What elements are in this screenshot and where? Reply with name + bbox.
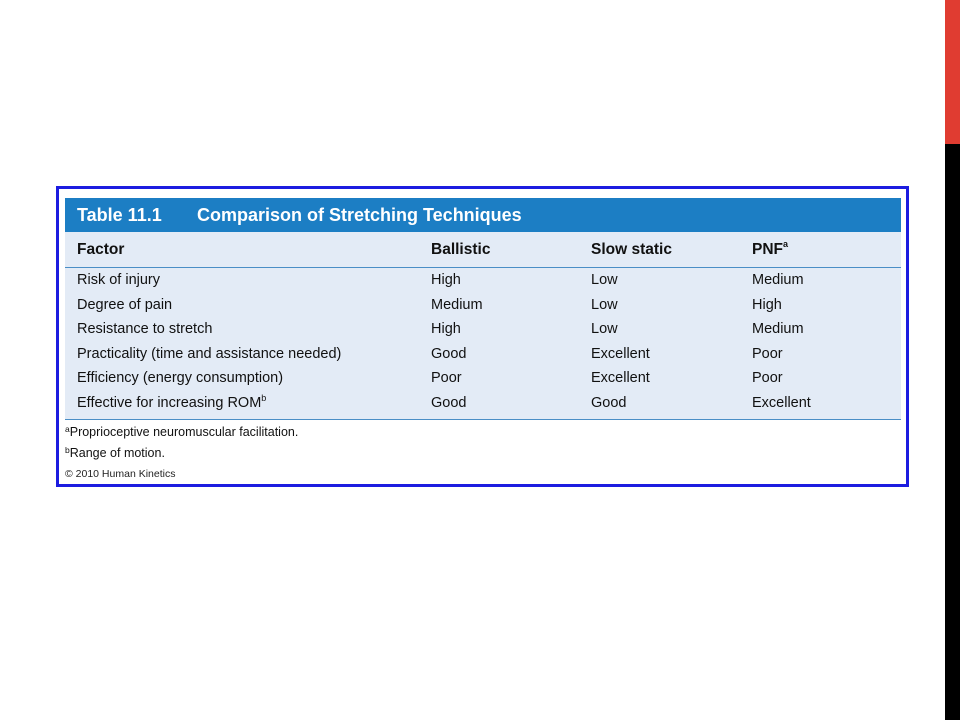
cell-factor-text: Resistance to stretch xyxy=(77,321,213,338)
cell-ballistic: High xyxy=(431,272,461,288)
cell-ballistic: Medium xyxy=(431,296,483,313)
cell-factor-text: Degree of pain xyxy=(77,296,173,313)
cell-pnf: Poor xyxy=(752,345,783,362)
header-factor: Factor xyxy=(77,241,125,258)
cell-pnf: High xyxy=(752,296,782,313)
table-title: Comparison of Stretching Techniques xyxy=(197,204,522,225)
cell-slow-static: Excellent xyxy=(591,370,650,387)
cell-slow-static: Low xyxy=(591,272,618,288)
cell-ballistic: Poor xyxy=(431,370,462,387)
table-bottom-rule xyxy=(65,419,901,420)
cell-factor xyxy=(77,297,172,313)
cell-factor-text: Efficiency (energy consumption) xyxy=(77,370,284,387)
table-row xyxy=(65,293,901,317)
cell-slow-static: Low xyxy=(591,321,618,338)
cell-slow-static: Excellent xyxy=(591,345,650,362)
cell-pnf: Excellent xyxy=(752,395,811,411)
table-row xyxy=(65,366,901,390)
table-row xyxy=(65,317,901,341)
footnote-a-mark: a xyxy=(65,424,70,434)
cell-ballistic: High xyxy=(431,321,461,338)
cell-pnf: Medium xyxy=(752,272,804,288)
footnote-b-text: Range of motion. xyxy=(69,446,165,460)
header-pnf-footnote-mark: a xyxy=(783,239,789,249)
copyright-notice: © 2010 Human Kinetics xyxy=(65,468,176,480)
cell-factor-text: Risk of injury xyxy=(77,272,160,288)
cell-factor-text: Effective for increasing ROM xyxy=(77,395,262,411)
table-row xyxy=(65,268,901,292)
table-figure-frame xyxy=(56,186,909,487)
cell-factor xyxy=(77,370,283,386)
table-title-bar xyxy=(65,198,901,232)
cell-factor xyxy=(77,395,266,411)
header-pnf-label: PNF xyxy=(752,241,783,258)
slide-side-bar xyxy=(945,0,960,720)
cell-factor xyxy=(77,272,160,288)
table-row xyxy=(65,391,901,415)
cell-factor xyxy=(77,346,341,362)
footnote-b-mark: b xyxy=(65,445,70,455)
table-row xyxy=(65,342,901,366)
cell-pnf: Poor xyxy=(752,370,783,387)
footnote-a-text: Proprioceptive neuromuscular facilitation. xyxy=(69,425,299,439)
header-pnf xyxy=(752,241,788,259)
cell-factor xyxy=(77,321,212,337)
cell-ballistic: Good xyxy=(431,395,467,411)
footnote-b xyxy=(65,446,165,460)
cell-slow-static: Good xyxy=(591,395,627,411)
cell-factor-footnote-mark: b xyxy=(261,393,267,403)
cell-pnf: Medium xyxy=(752,321,804,338)
header-ballistic: Ballistic xyxy=(431,241,491,258)
table-body xyxy=(65,232,901,420)
cell-ballistic: Good xyxy=(431,345,467,362)
footnote-a xyxy=(65,425,298,439)
table-header-row xyxy=(65,232,901,268)
header-slow-static: Slow static xyxy=(591,241,672,258)
table-number: Table 11.1 xyxy=(77,204,162,225)
cell-factor-text: Practicality (time and assistance needed) xyxy=(77,345,342,362)
cell-slow-static: Low xyxy=(591,296,618,313)
slide-accent-stripe xyxy=(945,0,960,144)
